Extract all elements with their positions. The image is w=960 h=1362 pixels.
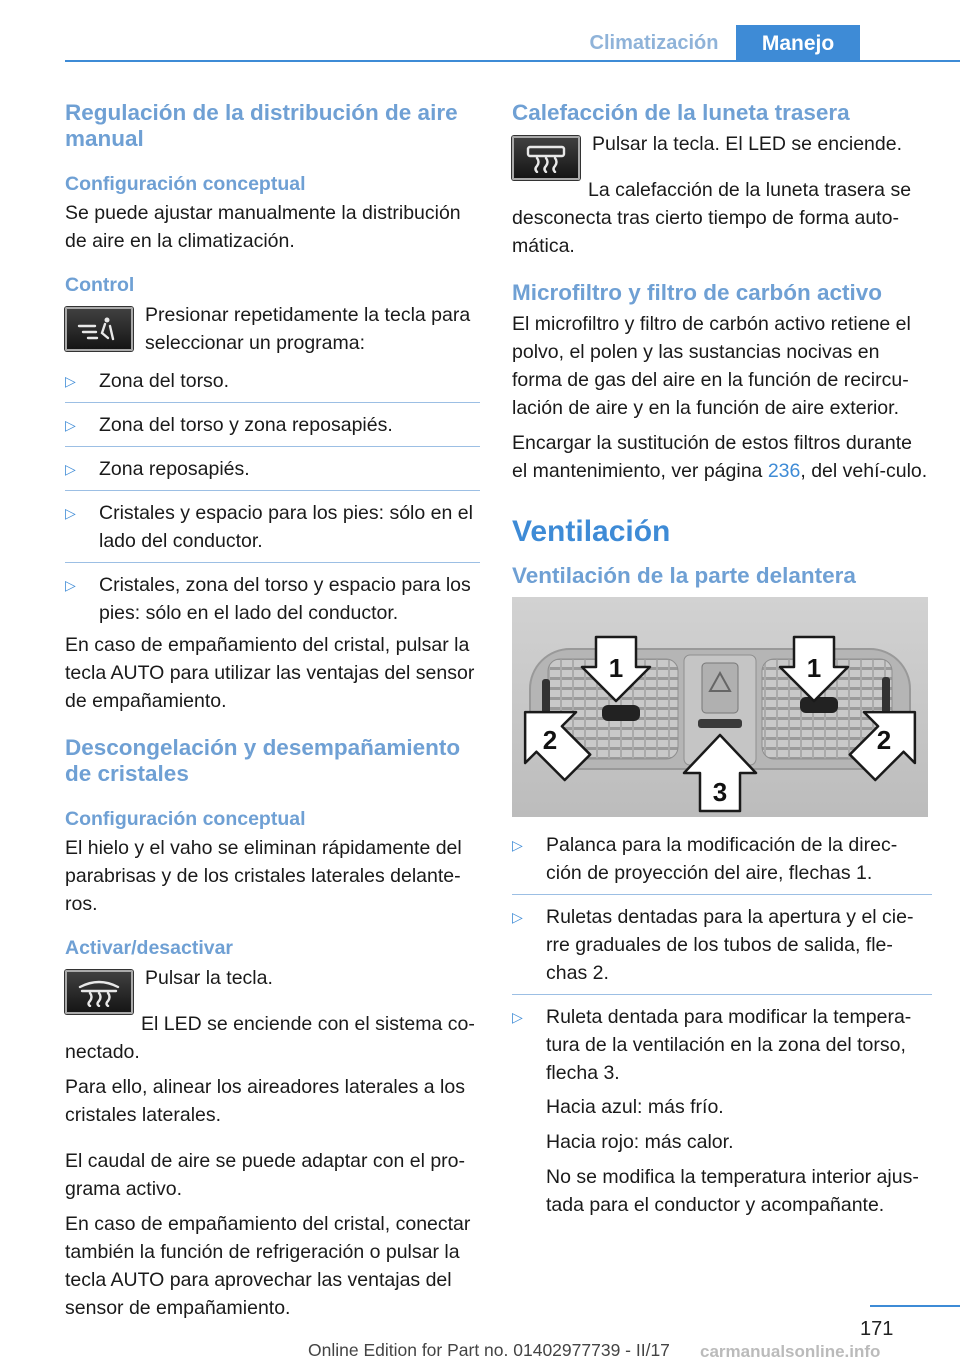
text-led <box>65 1010 480 1066</box>
left-lever <box>602 705 640 721</box>
list-item <box>65 499 480 563</box>
windscreen-defrost-key-icon <box>65 970 133 1014</box>
list-item-text: Zona reposapiés. <box>99 458 250 480</box>
text-luneta-1: Pulsar la tecla. El LED se enciende. <box>592 133 903 155</box>
arrow-1-right-label: 1 <box>806 653 822 683</box>
text-luneta-2-content: La calefacción de la luneta trasera se desconecta tras cierto tiempo de forma auto-mática. <box>512 179 912 257</box>
header-rule <box>65 60 960 62</box>
arrow-2-right-label: 2 <box>876 725 892 755</box>
list-item-text: Ruletas dentadas para la apertura y el cie-rre graduales de los tubos de salida, fle-chas 2. <box>546 906 914 984</box>
list-item <box>65 411 480 447</box>
heading-luneta: Calefacción de la luneta trasera <box>512 100 850 125</box>
activar-row <box>65 964 480 1014</box>
page-number: 171 <box>860 1318 894 1340</box>
heading-ventilacion-delantera: Ventilación de la parte delantera <box>512 563 856 588</box>
footer-edition: Online Edition for Part no. 01402977739 - II/17 <box>308 1340 670 1360</box>
heading-filtro: Microfiltro y filtro de carbón activo <box>512 280 883 305</box>
heading-descongelacion: Descongelación y desempañamiento de cristales <box>65 735 461 786</box>
triangle-bullet-icon: ▷ <box>65 417 76 433</box>
text-configuracion-1: Se puede ajustar manualmente la distribución de aire en la climatización. <box>65 202 461 252</box>
text-rojo: Hacia rojo: más calor. <box>546 1131 734 1153</box>
footer-rule <box>870 1305 960 1307</box>
list-item-text: Cristales y espacio para los pies: sólo en el lado del conductor. <box>99 502 473 552</box>
triangle-bullet-icon: ▷ <box>65 505 76 521</box>
hazard-button <box>702 663 738 713</box>
list-item-text: Cristales, zona del torso y espacio para los pies: sólo en el lado del conductor. <box>99 574 471 624</box>
list-item-text: Zona del torso. <box>99 370 230 392</box>
text-filtro-2b: , del vehí-culo. <box>800 460 928 482</box>
rear-window-heating-key-icon <box>512 136 580 180</box>
heading-configuracion-2: Configuración conceptual <box>65 808 306 830</box>
air-distribution-key-icon <box>65 307 133 351</box>
program-list <box>65 367 480 627</box>
text-configuracion-2: El hielo y el vaho se eliminan rápidamente del parabrisas y de los cristales laterales delante-ros. <box>65 837 462 915</box>
text-azul: Hacia azul: más frío. <box>546 1096 724 1118</box>
heading-control: Control <box>65 274 135 296</box>
triangle-bullet-icon: ▷ <box>512 837 523 853</box>
triangle-bullet-icon: ▷ <box>512 1009 523 1025</box>
heading-activar: Activar/desactivar <box>65 937 234 959</box>
triangle-bullet-icon: ▷ <box>65 577 76 593</box>
text-alinear: Para ello, alinear los aireadores laterales a los cristales laterales. <box>65 1076 465 1126</box>
watermark: carmanualsonline.info <box>700 1342 881 1361</box>
list-item <box>65 455 480 491</box>
temperature-wheel <box>698 719 742 728</box>
text-empanamiento: En caso de empañamiento del cristal, pulsar la tecla AUTO para utilizar las ventajas del sensor de empañamiento. <box>65 634 475 712</box>
text-control: Presionar repetidamente la tecla para seleccionar un programa: <box>145 304 471 354</box>
triangle-bullet-icon: ▷ <box>65 373 76 389</box>
list-item <box>65 367 480 403</box>
arrow-2-left-label: 2 <box>542 725 558 755</box>
text-no-modifica: No se modifica la temperatura interior ajus-tada para el conductor y acompañante. <box>546 1166 919 1216</box>
heading-distribucion: Regulación de la distribución de aire manual <box>65 100 458 151</box>
header-section-tab: Climatización <box>589 32 719 54</box>
text-filtro-2 <box>512 429 932 485</box>
triangle-bullet-icon: ▷ <box>512 909 523 925</box>
text-led-content: El LED se enciende con el sistema co-nectado. <box>65 1013 475 1063</box>
list-item-text: Ruleta dentada para modificar la tempera-tura de la ventilación en la zona del torso, flecha 3. <box>546 1006 912 1084</box>
text-refrigeracion: En caso de empañamiento del cristal, conectar también la función de refrigeración o pulsar la tecla AUTO para aprovechar las ventajas del sensor de empañamiento. <box>65 1213 471 1319</box>
arrow-3-label: 3 <box>712 777 728 807</box>
list-item-text: Palanca para la modificación de la direc-ción de proyección del aire, flechas 1. <box>546 834 898 884</box>
right-column <box>512 100 932 1226</box>
heading-ventilacion: Ventilación <box>512 515 671 548</box>
right-lever <box>800 697 838 713</box>
heading-configuracion-1: Configuración conceptual <box>65 173 306 195</box>
text-filtro-2a: Encargar la sustitución de estos filtros durante el mantenimiento, ver página <box>512 432 912 482</box>
triangle-bullet-icon: ▷ <box>65 461 76 477</box>
ventilation-figure <box>512 597 928 817</box>
list-item <box>512 1003 932 1087</box>
list-item-text: Zona del torso y zona reposapiés. <box>99 414 393 436</box>
list-item <box>512 831 932 895</box>
luneta-row <box>512 130 932 180</box>
list-item <box>65 571 480 627</box>
activar-text <box>145 964 273 996</box>
header-chapter-tab: Manejo <box>736 25 860 62</box>
vent-list <box>512 831 932 1087</box>
text-caudal: El caudal de aire se puede adaptar con el pro-grama activo. <box>65 1150 466 1200</box>
arrow-1-left-label: 1 <box>608 653 624 683</box>
control-row <box>65 301 480 357</box>
text-filtro-1: El microfiltro y filtro de carbón activo retiene el polvo, el polen y las sustancias nocivas en forma de gas del aire en la función de recircu-lación de aire y en la función de aire exterior. <box>512 313 911 419</box>
text-luneta-2 <box>512 176 932 260</box>
list-item <box>512 903 932 995</box>
left-column <box>65 100 480 1329</box>
text-pulsar: Pulsar la tecla. <box>145 967 273 989</box>
page-reference-link[interactable]: 236 <box>767 460 801 482</box>
